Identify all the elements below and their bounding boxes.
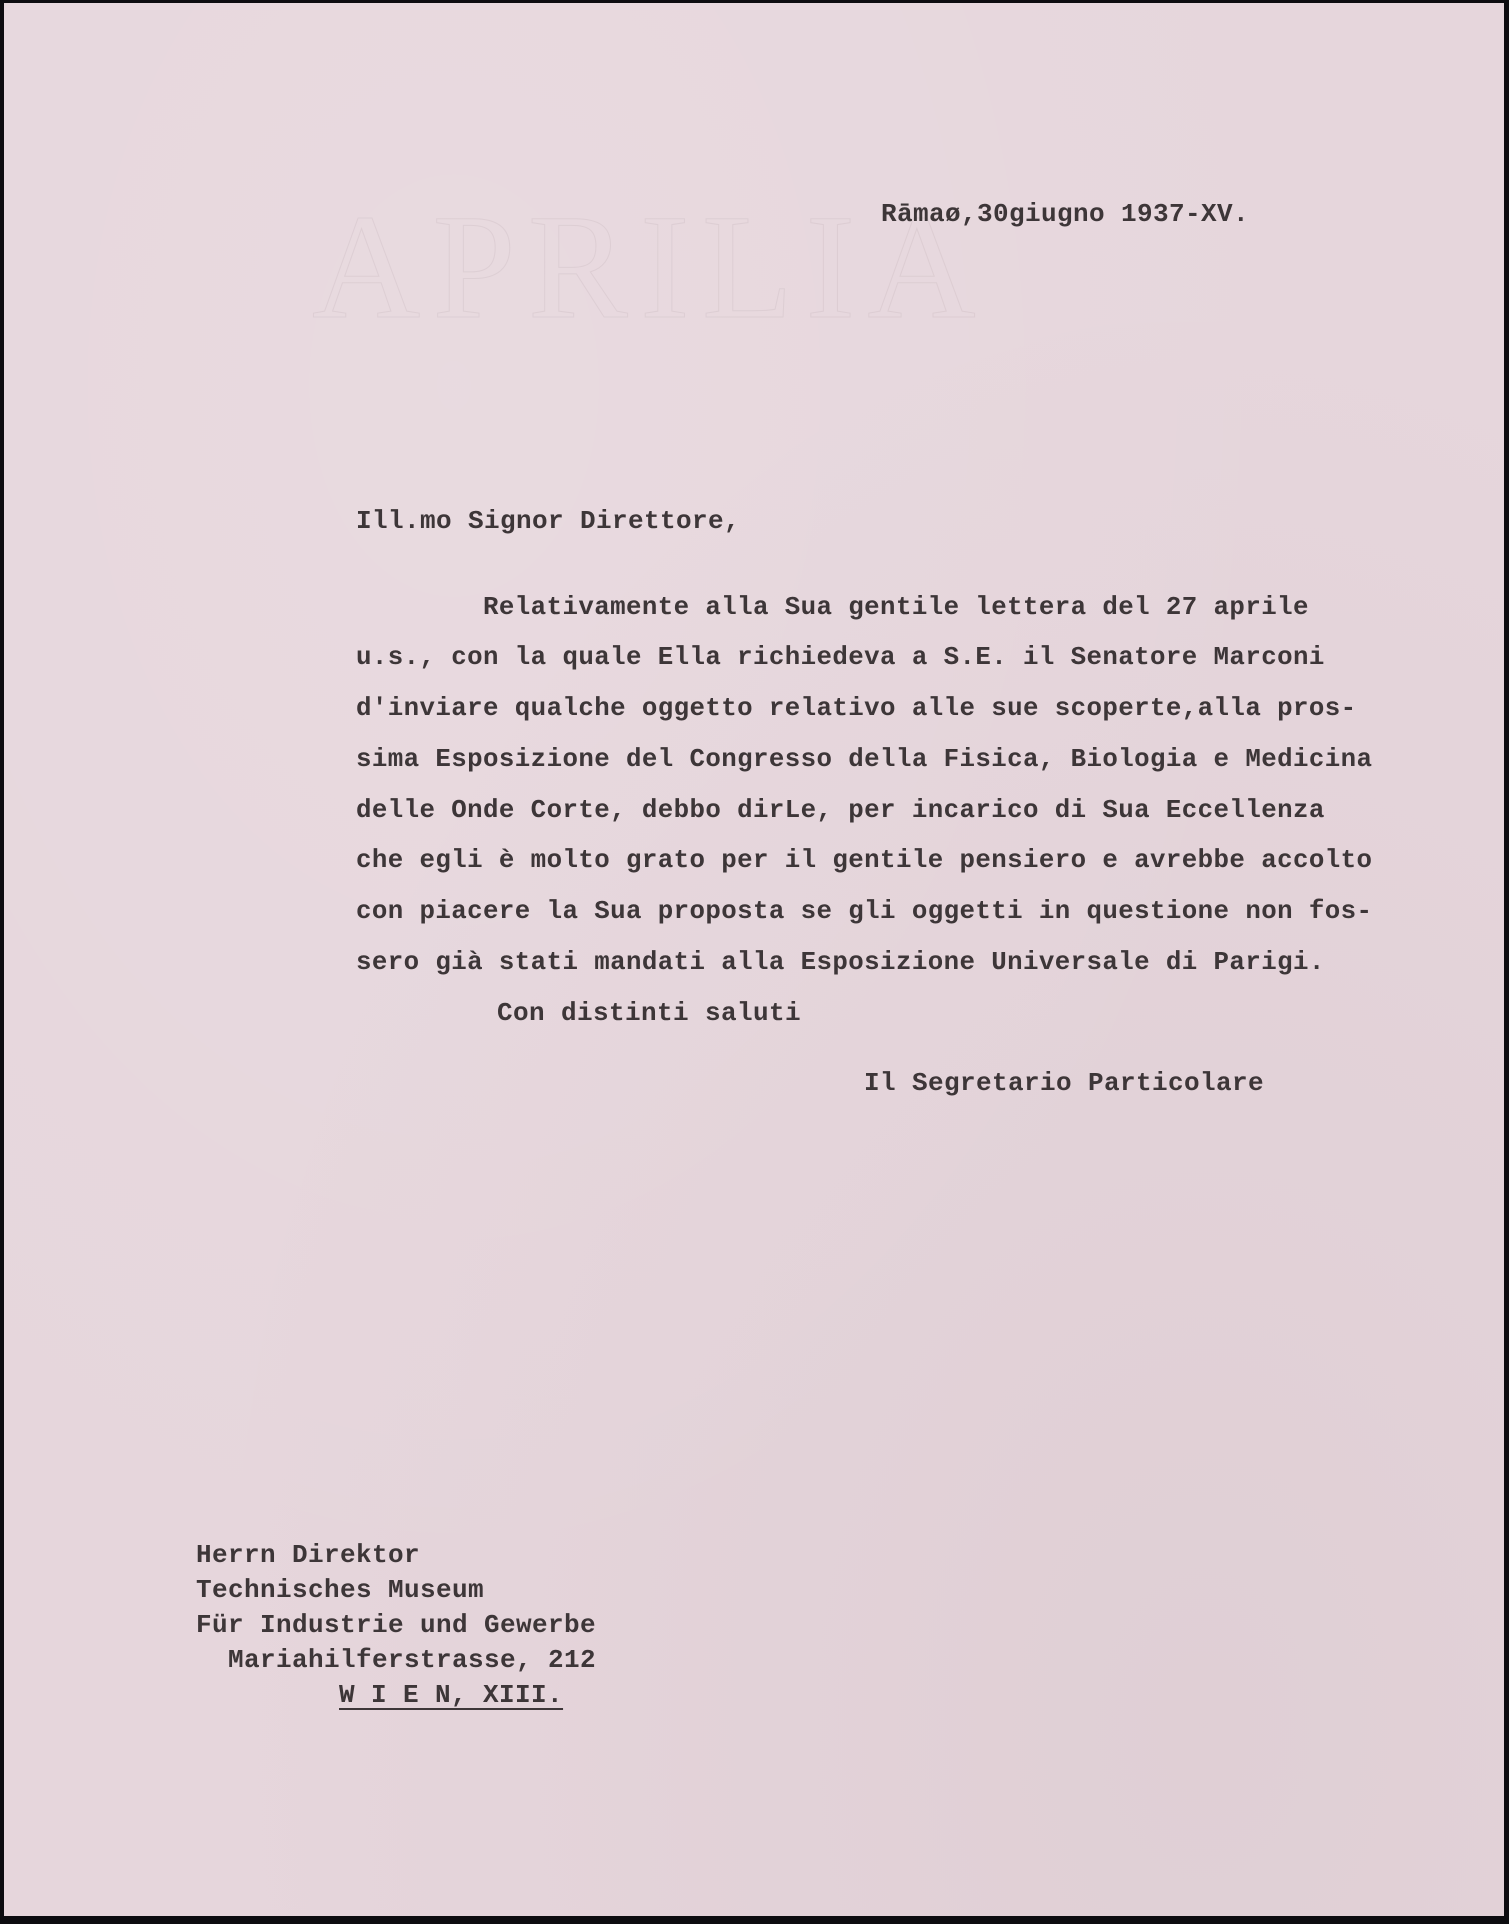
address-line: Technisches Museum — [196, 1575, 485, 1605]
signature-title: Il Segretario Particolare — [864, 1068, 1265, 1098]
body-line: u.s., con la quale Ella richiedeva a S.E. il Senatore Marconi — [356, 643, 1325, 672]
dateline: Rāmaø,30giugno 1937-XV. — [881, 199, 1250, 229]
address-line: Für Industrie und Gewerbe — [196, 1610, 597, 1640]
body-line: d'inviare qualche oggetto relativo alle sue scoperte,alla pros- — [356, 694, 1357, 723]
salutation: Ill.mo Signor Direttore, — [356, 506, 741, 536]
body-line: delle Onde Corte, debbo dirLe, per incarico di Sua Eccellenza — [356, 796, 1325, 825]
address-line: Herrn Direktor — [196, 1540, 421, 1570]
body-line: sero già stati mandati alla Esposizione Universale di Parigi. — [356, 948, 1325, 977]
address-line: Mariahilferstrasse, 212 — [196, 1645, 597, 1675]
body-line: Relativamente alla Sua gentile lettera del 27 aprile — [356, 593, 1309, 622]
letterhead-watermark: APRILIA — [312, 184, 988, 350]
closing: Con distinti saluti — [497, 998, 802, 1028]
body-line: che egli è molto grato per il gentile pensiero e avrebbe accolto — [356, 846, 1373, 875]
body-line: sima Esposizione del Congresso della Fisica, Biologia e Medicina — [356, 745, 1373, 774]
address-city: W I E N, XIII. — [339, 1680, 564, 1710]
body-line: con piacere la Sua proposta se gli oggetti in questione non fos- — [356, 897, 1373, 926]
letter-sheet — [4, 3, 1504, 1916]
